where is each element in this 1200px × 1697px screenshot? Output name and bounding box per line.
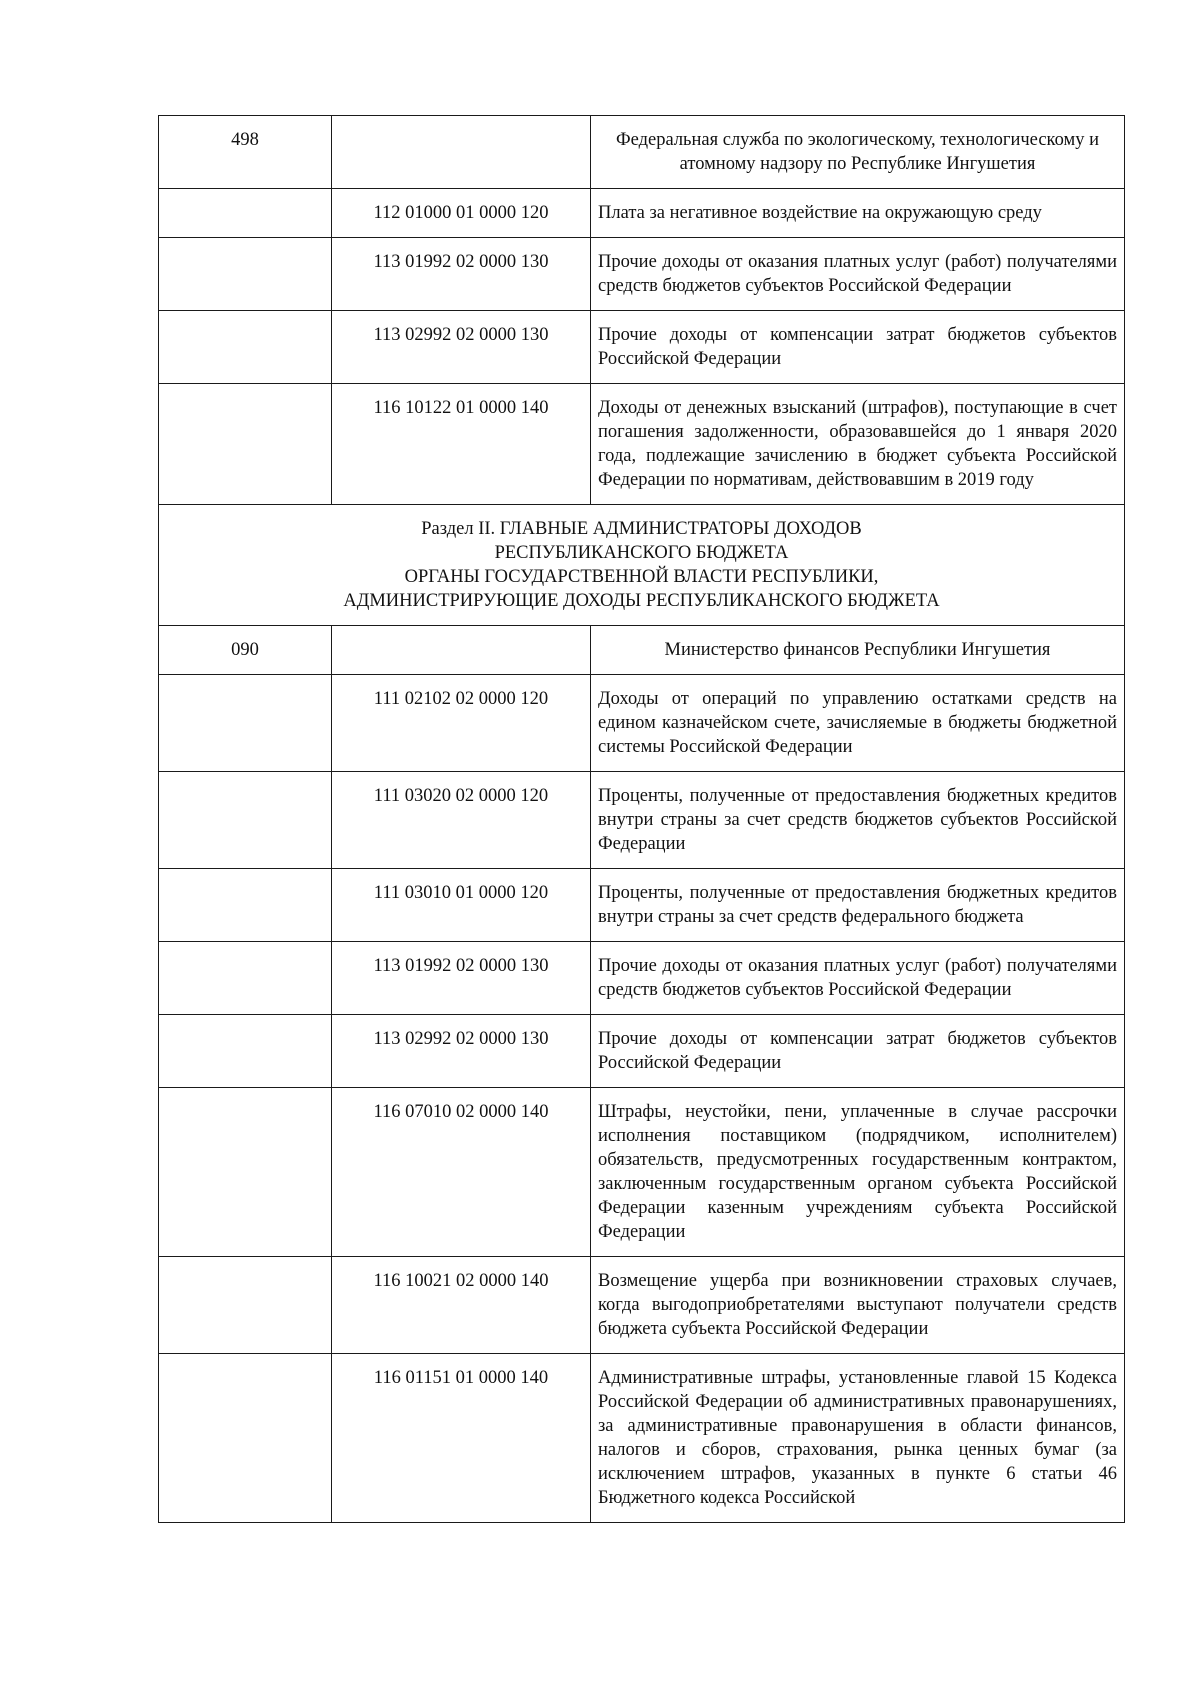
section-heading-row xyxy=(159,505,1125,626)
income-row xyxy=(159,1088,1125,1257)
income-row xyxy=(159,1257,1125,1354)
income-code-cell: 116 07010 02 0000 140 xyxy=(332,1088,591,1257)
admin-code-cell xyxy=(159,1088,332,1257)
income-name-cell: Прочие доходы от компенсации затрат бюджетов субъектов Российской Федерации xyxy=(591,1015,1125,1088)
admin-code-cell xyxy=(159,189,332,238)
admin-code-cell: 498 xyxy=(159,116,332,189)
section-heading xyxy=(159,505,1125,626)
income-code-cell: 111 03020 02 0000 120 xyxy=(332,772,591,869)
administrator-name-cell: Федеральная служба по экологическому, технологическому и атомному надзору по Республике Ингушетия xyxy=(591,116,1125,189)
administrator-row xyxy=(159,626,1125,675)
section-heading-line: ОРГАНЫ ГОСУДАРСТВЕННОЙ ВЛАСТИ РЕСПУБЛИКИ, xyxy=(404,567,879,587)
income-name-cell: Штрафы, неустойки, пени, уплаченные в случае рассрочки исполнения поставщиком (подрядчиком, исполнителем) обязательств, предусмотренных государственным контрактом, заключенным государственным органом субъекта Российской Федерации казенным учреждениям субъекта Российской Федерации xyxy=(591,1088,1125,1257)
admin-code-cell xyxy=(159,1015,332,1088)
income-name-cell: Проценты, полученные от предоставления бюджетных кредитов внутри страны за счет средств федерального бюджета xyxy=(591,869,1125,942)
admin-code-cell: 090 xyxy=(159,626,332,675)
admin-code-cell xyxy=(159,1257,332,1354)
income-code-cell xyxy=(332,116,591,189)
income-name-cell: Доходы от операций по управлению остатками средств на едином казначейском счете, зачисляемые в бюджеты бюджетной системы Российской Федерации xyxy=(591,675,1125,772)
section-heading-line: Раздел II. ГЛАВНЫЕ АДМИНИСТРАТОРЫ ДОХОДОВ xyxy=(421,519,862,539)
income-code-cell: 113 02992 02 0000 130 xyxy=(332,311,591,384)
administrator-row xyxy=(159,116,1125,189)
section-heading-line: РЕСПУБЛИКАНСКОГО БЮДЖЕТА xyxy=(494,543,789,563)
income-name-cell: Проценты, полученные от предоставления бюджетных кредитов внутри страны за счет средств бюджетов субъектов Российской Федерации xyxy=(591,772,1125,869)
income-code-cell: 116 10021 02 0000 140 xyxy=(332,1257,591,1354)
income-name-cell: Плата за негативное воздействие на окружающую среду xyxy=(591,189,1125,238)
income-row xyxy=(159,1354,1125,1523)
income-row xyxy=(159,1015,1125,1088)
income-code-cell: 113 01992 02 0000 130 xyxy=(332,238,591,311)
income-code-cell: 111 03010 01 0000 120 xyxy=(332,869,591,942)
income-name-cell: Прочие доходы от оказания платных услуг (работ) получателями средств бюджетов субъектов Российской Федерации xyxy=(591,238,1125,311)
income-code-cell: 112 01000 01 0000 120 xyxy=(332,189,591,238)
income-administrators-table xyxy=(158,115,1125,1523)
income-code-cell: 111 02102 02 0000 120 xyxy=(332,675,591,772)
income-code-cell: 116 10122 01 0000 140 xyxy=(332,384,591,505)
income-row xyxy=(159,942,1125,1015)
income-row xyxy=(159,189,1125,238)
admin-code-cell xyxy=(159,238,332,311)
income-name-cell: Возмещение ущерба при возникновении страховых случаев, когда выгодоприобретателями выступают получатели средств бюджета субъекта Российской Федерации xyxy=(591,1257,1125,1354)
income-row xyxy=(159,311,1125,384)
income-code-cell xyxy=(332,626,591,675)
section-heading-line: АДМИНИСТРИРУЮЩИЕ ДОХОДЫ РЕСПУБЛИКАНСКОГО БЮДЖЕТА xyxy=(343,591,940,611)
admin-code-cell xyxy=(159,1354,332,1523)
income-code-cell: 116 01151 01 0000 140 xyxy=(332,1354,591,1523)
administrator-name-cell: Министерство финансов Республики Ингушетия xyxy=(591,626,1125,675)
income-name-cell: Доходы от денежных взысканий (штрафов), поступающие в счет погашения задолженности, образовавшейся до 1 января 2020 года, подлежащие зачислению в бюджет субъекта Российской Федерации по нормативам, действовавшим в 2019 году xyxy=(591,384,1125,505)
income-row xyxy=(159,772,1125,869)
income-row xyxy=(159,675,1125,772)
income-code-cell: 113 01992 02 0000 130 xyxy=(332,942,591,1015)
admin-code-cell xyxy=(159,772,332,869)
income-name-cell: Прочие доходы от компенсации затрат бюджетов субъектов Российской Федерации xyxy=(591,311,1125,384)
admin-code-cell xyxy=(159,675,332,772)
income-row xyxy=(159,384,1125,505)
table-body-part-2 xyxy=(159,626,1125,1523)
section-heading-body xyxy=(159,505,1125,626)
income-name-cell: Административные штрафы, установленные главой 15 Кодекса Российской Федерации об административных правонарушениях, за административные правонарушения в области финансов, налогов и сборов, страхования, рынка ценных бумаг (за исключением штрафов, указанных в пункте 6 статьи 46 Бюджетного кодекса Российской xyxy=(591,1354,1125,1523)
income-row xyxy=(159,869,1125,942)
income-name-cell: Прочие доходы от оказания платных услуг (работ) получателями средств бюджетов субъектов Российской Федерации xyxy=(591,942,1125,1015)
admin-code-cell xyxy=(159,384,332,505)
table-body-part-1 xyxy=(159,116,1125,505)
admin-code-cell xyxy=(159,311,332,384)
admin-code-cell xyxy=(159,869,332,942)
income-code-cell: 113 02992 02 0000 130 xyxy=(332,1015,591,1088)
income-row xyxy=(159,238,1125,311)
admin-code-cell xyxy=(159,942,332,1015)
